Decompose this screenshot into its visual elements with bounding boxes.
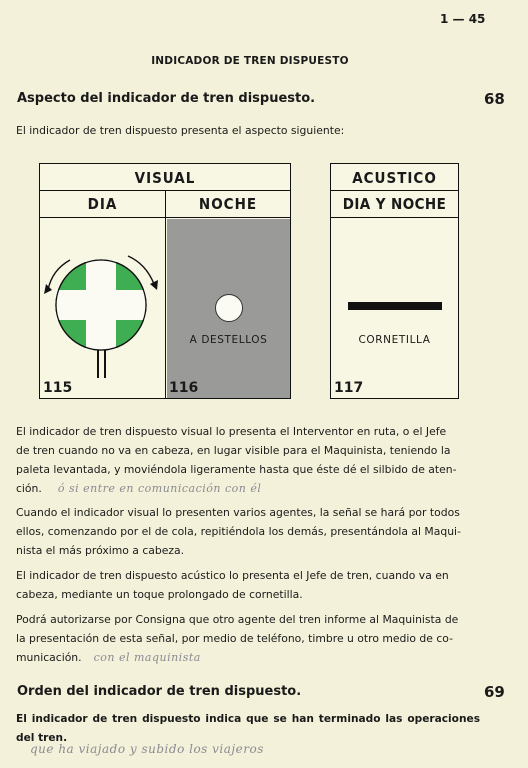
paragraph-line: El indicador de tren dispuesto visual lo presenta el Interventor en ruta, o el Jefe [16,425,447,438]
dia-header: DIA [87,195,118,213]
handwritten-note: con el maquinista [93,651,201,664]
figure-number-116: 116 [169,380,199,396]
section-68-number: 68 [484,90,505,108]
visual-header: VISUAL [134,169,196,187]
night-panel [167,219,290,398]
noche-header: NOCHE [198,195,258,213]
acoustic-caption: CORNETILLA [358,334,431,346]
paragraph-line: de tren cuando no va en cabeza, en lugar visible para el Maquinista, teniendo la [16,444,451,457]
paragraph-line: ellos, comenzando por el de cola, repitiéndola los demás, presentándola al Maqui- [16,525,461,538]
light-flash-icon [215,294,243,322]
paragraph-line: El indicador de tren dispuesto acústico lo presenta el Jefe de tren, cuando va en [16,569,449,582]
visual-indicator-figure [39,163,291,399]
paragraph-acoustic [16,566,480,604]
paragraph-line: Cuando el indicador visual lo presenten varios agentes, la señal se hará por todos [16,506,460,519]
acoustic-subheader-divider [331,217,458,218]
handwritten-note: ó si entre en comunicación con él [57,482,262,495]
day-paddle-illustration [40,218,165,398]
paragraph-line-text: municación. [16,651,82,664]
paragraph-multiple-agents [16,503,480,560]
sound-bar-icon [348,302,442,310]
paragraph-line [16,479,480,498]
paragraph-line: paleta levantada, y moviéndola ligeramente hasta que éste dé el silbido de aten- [16,463,457,476]
paragraph-line [16,648,480,667]
paragraph-line: cabeza, mediante un toque prolongado de cornetilla. [16,588,303,601]
section-69-number: 69 [484,683,505,701]
acoustic-indicator-figure [330,163,459,399]
paragraph-line: nista el más próximo a cabeza. [16,544,185,557]
night-caption: A DESTELLOS [189,334,268,346]
figure-number-115: 115 [43,380,73,396]
section-69-text: El indicador de tren dispuesto indica que se han terminado las operaciones del tren. [16,713,480,744]
dia-noche-header: DIA Y NOCHE [342,195,447,213]
acoustic-header-divider [331,190,458,191]
paragraph-line: Podrá autorizarse por Consigna que otro agente del tren informe al Maquinista de [16,613,459,626]
section-68-intro: El indicador de tren dispuesto presenta el aspecto siguiente: [16,124,345,137]
paragraph-consigna [16,610,480,667]
paragraph-line-text: ción. [16,482,42,495]
paragraph-visual [16,422,480,498]
figure-number-117: 117 [334,380,364,396]
paddle-disc-icon [56,260,146,378]
page-number: 1 — 45 [440,12,486,26]
acustico-header: ACUSTICO [352,169,437,187]
page-title: INDICADOR DE TREN DISPUESTO [151,55,349,67]
section-69-title: Orden del indicador de tren dispuesto. [17,684,302,699]
paragraph-line: la presentación de esta señal, por medio de teléfono, timbre u otro medio de co- [16,632,453,645]
handwritten-footer-note: que ha viajado y subido los viajeros [30,742,264,756]
section-68-title: Aspecto del indicador de tren dispuesto. [17,91,316,106]
